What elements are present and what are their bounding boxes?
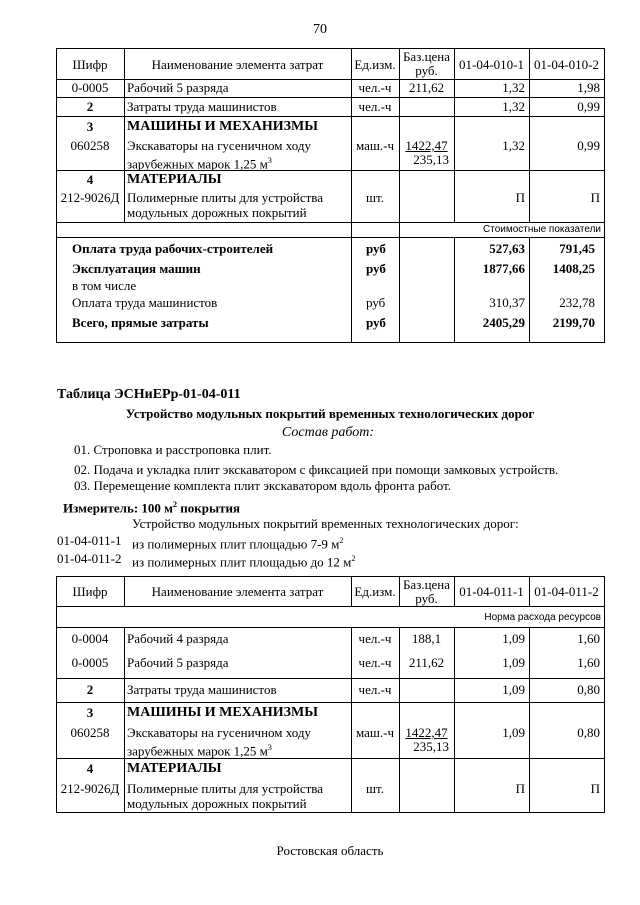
row-code: 0-0004 <box>71 631 109 646</box>
row-value-1: 1,32 <box>502 99 525 114</box>
row-code: 212-9026Д <box>60 190 120 205</box>
row-value-1: 1,09 <box>502 631 525 646</box>
superscript: 3 <box>267 156 272 165</box>
row-price: 211,62 <box>408 80 445 95</box>
group-title: МАТЕРИАЛЫ <box>127 761 222 776</box>
row-unit: маш.-ч <box>355 138 395 153</box>
table-border <box>56 342 605 343</box>
table-border <box>56 97 605 98</box>
row-name-line2: модульных дорожных покрытий <box>127 796 307 811</box>
table-border <box>124 48 125 222</box>
row-value-2: 0,99 <box>577 138 600 153</box>
row-value-2: П <box>590 781 600 796</box>
table-border <box>56 48 605 49</box>
table-border <box>56 627 605 628</box>
row-code: 2 <box>86 682 94 697</box>
row-value-1: 1,09 <box>502 682 525 697</box>
cost-name: в том числе <box>72 278 137 293</box>
cost-name: Всего, прямые затраты <box>72 315 209 330</box>
row-name-line1: Полимерные плиты для устройства <box>127 781 324 796</box>
page-number: 70 <box>313 22 327 37</box>
row-name-text: зарубежных марок 1,25 м <box>127 156 268 172</box>
header-price-line2: руб. <box>415 63 438 78</box>
row-value-2: 0,80 <box>577 725 600 740</box>
row-name-line2 <box>127 740 272 759</box>
row-name-text: зарубежных марок 1,25 м <box>127 743 268 759</box>
group-title: МАШИНЫ И МЕХАНИЗМЫ <box>127 119 319 134</box>
table-border <box>56 812 605 813</box>
cost-value-1: 1877,66 <box>482 261 525 276</box>
header-price-line2: руб. <box>415 591 438 606</box>
row-value-1: П <box>515 190 525 205</box>
header-code: Шифр <box>72 57 108 72</box>
header-price <box>399 50 454 78</box>
table-border <box>56 702 605 703</box>
table-border <box>604 48 605 342</box>
row-unit: шт. <box>366 781 384 796</box>
table-border <box>56 576 605 577</box>
row-unit: маш.-ч <box>355 725 395 740</box>
table-label: Таблица ЭСНиЕРр-01-04-011 <box>57 387 241 402</box>
meter-prefix: Измеритель: 100 м <box>63 500 174 516</box>
row-code: 0-0005 <box>71 80 109 95</box>
row-unit: чел.-ч <box>358 80 392 95</box>
work-step: 03. Перемещение комплекта плит экскаватором вдоль фронта работ. <box>74 478 452 493</box>
header-price-line1: Баз.цена <box>402 49 451 64</box>
variant-text <box>132 551 355 570</box>
row-value-2: П <box>590 190 600 205</box>
row-name: Рабочий 5 разряда <box>127 655 229 670</box>
header-price <box>399 578 454 606</box>
row-value-1: 1,09 <box>502 725 525 740</box>
cost-value-2: 2199,70 <box>552 315 595 330</box>
row-name-line1: Экскаваторы на гусеничном ходу <box>127 138 312 153</box>
superscript: 2 <box>173 500 178 509</box>
row-value-1: 1,32 <box>502 138 525 153</box>
cost-unit: руб <box>366 295 386 310</box>
cost-value-2: 1408,25 <box>552 261 595 276</box>
row-code: 0-0005 <box>71 655 109 670</box>
header-col2: 01-04-010-2 <box>534 57 599 72</box>
work-step: 01. Строповка и расстроповка плит. <box>74 442 272 457</box>
header-price-line1: Баз.цена <box>402 577 451 592</box>
work-step: 02. Подача и укладка плит экскаватором с фиксацией при помощи замковых устройств. <box>74 462 559 477</box>
cost-unit: руб <box>366 315 386 330</box>
row-name-line1: Экскаваторы на гусеничном ходу <box>127 725 312 740</box>
row-unit: чел.-ч <box>358 99 392 114</box>
row-unit: чел.-ч <box>358 631 392 646</box>
cost-name: Оплата труда машинистов <box>72 295 218 310</box>
row-price: 188,1 <box>411 631 442 646</box>
row-value-2: 1,98 <box>577 80 600 95</box>
row-value-2: 0,99 <box>577 99 600 114</box>
header-code: Шифр <box>72 584 108 599</box>
cost-unit: руб <box>366 261 386 276</box>
row-unit: чел.-ч <box>358 682 392 697</box>
cost-value-1: 310,37 <box>489 295 525 310</box>
group-title: МАШИНЫ И МЕХАНИЗМЫ <box>127 705 319 720</box>
superscript: 3 <box>267 743 272 752</box>
header-col1: 01-04-011-1 <box>459 584 524 599</box>
row-code: 060258 <box>70 725 110 740</box>
header-col1: 01-04-010-1 <box>459 57 524 72</box>
variant-code: 01-04-011-2 <box>57 551 122 566</box>
row-price-2: 235,13 <box>413 739 449 754</box>
row-name: Затраты труда машинистов <box>127 682 277 697</box>
row-unit: чел.-ч <box>358 655 392 670</box>
table-border <box>56 116 605 117</box>
cost-value-2: 791,45 <box>559 241 595 256</box>
row-code: 2 <box>86 99 94 114</box>
table-border <box>56 237 605 238</box>
row-name-line2 <box>127 153 272 172</box>
row-value-1: 1,09 <box>502 655 525 670</box>
composition-title: Состав работ: <box>281 425 375 440</box>
group-code: 4 <box>86 761 94 776</box>
row-price-1: 1422,47 <box>405 725 448 740</box>
variant-text-body: из полимерных плит площадью 7-9 м <box>132 536 340 552</box>
group-code: 3 <box>86 119 94 134</box>
row-code: 060258 <box>70 138 110 153</box>
table-border <box>604 576 605 812</box>
row-name: Затраты труда машинистов <box>127 99 277 114</box>
cost-name: Эксплуатация машин <box>72 261 201 276</box>
row-value-2: 1,60 <box>577 655 600 670</box>
row-name: Рабочий 5 разряда <box>127 80 229 95</box>
cost-value-1: 527,63 <box>489 241 525 256</box>
cost-value-2: 232,78 <box>559 295 595 310</box>
meter-suffix: покрытия <box>177 500 241 516</box>
table-border <box>56 678 605 679</box>
variant-text-body: из полимерных плит площадью до 12 м <box>132 554 352 570</box>
cost-value-1: 2405,29 <box>482 315 525 330</box>
row-code: 212-9026Д <box>60 781 120 796</box>
cost-name: Оплата труда рабочих-строителей <box>72 241 274 256</box>
table-border <box>56 222 605 223</box>
cost-unit: руб <box>366 241 386 256</box>
row-name-line1: Полимерные плиты для устройства <box>127 190 324 205</box>
header-unit: Ед.изм. <box>354 584 396 599</box>
row-price-2: 235,13 <box>413 152 449 167</box>
meter <box>63 497 240 516</box>
row-price-1: 1422,47 <box>405 138 448 153</box>
row-name: Рабочий 4 разряда <box>127 631 229 646</box>
section-label: Норма расхода ресурсов <box>484 612 601 623</box>
header-col2: 01-04-011-2 <box>534 584 599 599</box>
superscript: 2 <box>351 554 356 563</box>
table-border <box>56 606 605 607</box>
group-code: 3 <box>86 705 94 720</box>
section-title: Устройство модульных покрытий временных технологических дорог <box>125 406 535 421</box>
row-unit: шт. <box>366 190 384 205</box>
header-name: Наименование элемента затрат <box>151 57 324 72</box>
header-name: Наименование элемента затрат <box>151 584 324 599</box>
section-label: Стоимостные показатели <box>483 224 601 235</box>
table-border <box>124 627 125 812</box>
row-value-1: 1,32 <box>502 80 525 95</box>
row-value-2: 0,80 <box>577 682 600 697</box>
row-value-2: 1,60 <box>577 631 600 646</box>
group-code: 4 <box>86 172 94 187</box>
row-name-line2: модульных дорожных покрытий <box>127 205 307 220</box>
variants-subtitle: Устройство модульных покрытий временных технологических дорог: <box>132 516 519 531</box>
variant-text <box>132 533 343 552</box>
superscript: 2 <box>339 536 344 545</box>
row-value-1: П <box>515 781 525 796</box>
row-price: 211,62 <box>408 655 445 670</box>
variant-code: 01-04-011-1 <box>57 533 122 548</box>
header-unit: Ед.изм. <box>354 57 396 72</box>
page-footer: Ростовская область <box>276 843 384 858</box>
group-title: МАТЕРИАЛЫ <box>127 172 222 187</box>
